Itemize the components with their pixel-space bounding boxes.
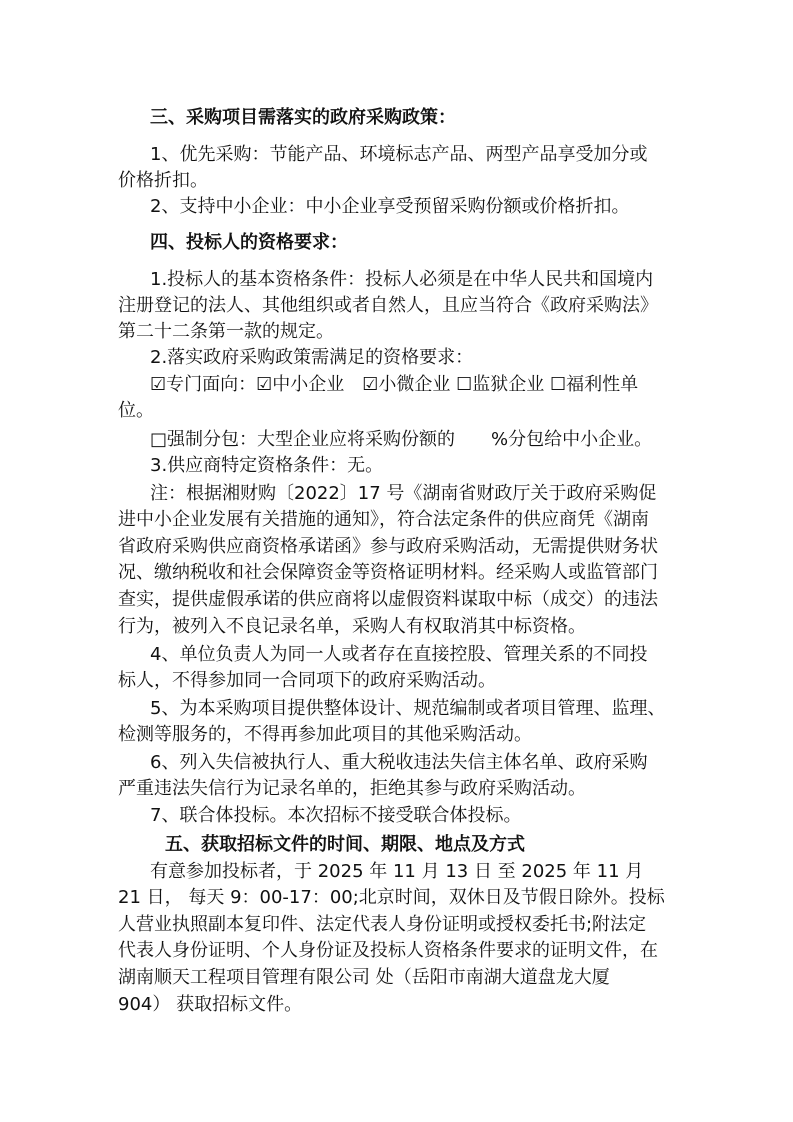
text-line: 2、支持中小企业：中小企业享受预留采购份额或价格折扣。 bbox=[150, 196, 630, 217]
text-line: 第二十二条第一款的规定。 bbox=[118, 321, 334, 342]
text-line: 查实，提供虚假承诺的供应商将以虚假资料谋取中标（成交）的违法 bbox=[118, 589, 658, 610]
text-line: 位。 bbox=[118, 400, 154, 421]
text-line: 代表人身份证明、个人身份证及投标人资格条件要求的证明文件，在 bbox=[118, 940, 658, 961]
text-line: 5、为本采购项目提供整体设计、规范编制或者项目管理、监理、 bbox=[150, 698, 666, 719]
text-line: 7、联合体投标。本次招标不接受联合体投标。 bbox=[150, 805, 522, 826]
text-line: 检测等服务的，不得再参加此项目的其他采购活动。 bbox=[118, 724, 532, 745]
text-line: 行为，被列入不良记录名单，采购人有权取消其中标资格。 bbox=[118, 616, 586, 637]
text-line: 注：根据湘财购〔2022〕17 号《湖南省财政厅关于政府采购促 bbox=[150, 483, 657, 504]
text-line: 2.落实政府采购政策需满足的资格要求： bbox=[150, 347, 474, 368]
text-line: 湖南顺天工程项目管理有限公司 处（岳阳市南湖大道盘龙大厦 bbox=[118, 967, 610, 988]
section-heading: 五、获取招标文件的时间、期限、地点及方式 bbox=[165, 834, 525, 855]
text-line: ☑专门面向：☑中小企业 ☑小微企业 ☐监狱企业 ☐福利性单 bbox=[150, 374, 639, 395]
text-line: 21 日， 每天 9：00-17：00;北京时间，双休日及节假日除外。投标 bbox=[118, 887, 665, 908]
text-line: 904） 获取招标文件。 bbox=[118, 994, 303, 1015]
text-line: 进中小企业发展有关措施的通知》，符合法定条件的供应商凭《湖南 bbox=[118, 509, 649, 530]
text-line: 6、列入失信被执行人、重大税收违法失信主体名单、政府采购 bbox=[150, 752, 648, 773]
text-line: 价格折扣。 bbox=[118, 170, 208, 191]
section-heading: 四、投标人的资格要求： bbox=[150, 232, 348, 253]
text-line: 1、优先采购：节能产品、环境标志产品、两型产品享受加分或 bbox=[150, 144, 648, 165]
text-line: 省政府采购供应商资格承诺函》参与政府采购活动，无需提供财务状 bbox=[118, 536, 658, 557]
text-line: 3.供应商特定资格条件：无。 bbox=[150, 455, 384, 476]
text-line: 人营业执照副本复印件、法定代表人身份证明或授权委托书;附法定 bbox=[118, 914, 647, 935]
section-heading: 三、采购项目需落实的政府采购政策： bbox=[150, 107, 456, 128]
text-line: 标人，不得参加同一合同项下的政府采购活动。 bbox=[118, 670, 496, 691]
text-line: 严重违法失信行为记录名单的，拒绝其参与政府采购活动。 bbox=[118, 778, 586, 799]
text-line: 况、缴纳税收和社会保障资金等资格证明材料。经采购人或监管部门 bbox=[118, 562, 658, 583]
text-line: 4、单位负责人为同一人或者存在直接控股、管理关系的不同投 bbox=[150, 644, 648, 665]
text-line: 有意参加投标者，于 2025 年 11 月 13 日 至 2025 年 11 月 bbox=[150, 861, 644, 882]
text-line: 注册登记的法人、其他组织或者自然人，且应当符合《政府采购法》 bbox=[118, 295, 658, 316]
text-line: 1.投标人的基本资格条件：投标人必须是在中华人民共和国境内 bbox=[150, 269, 654, 290]
text-line: □强制分包：大型企业应将采购份额的 %分包给中小企业。 bbox=[150, 429, 653, 450]
